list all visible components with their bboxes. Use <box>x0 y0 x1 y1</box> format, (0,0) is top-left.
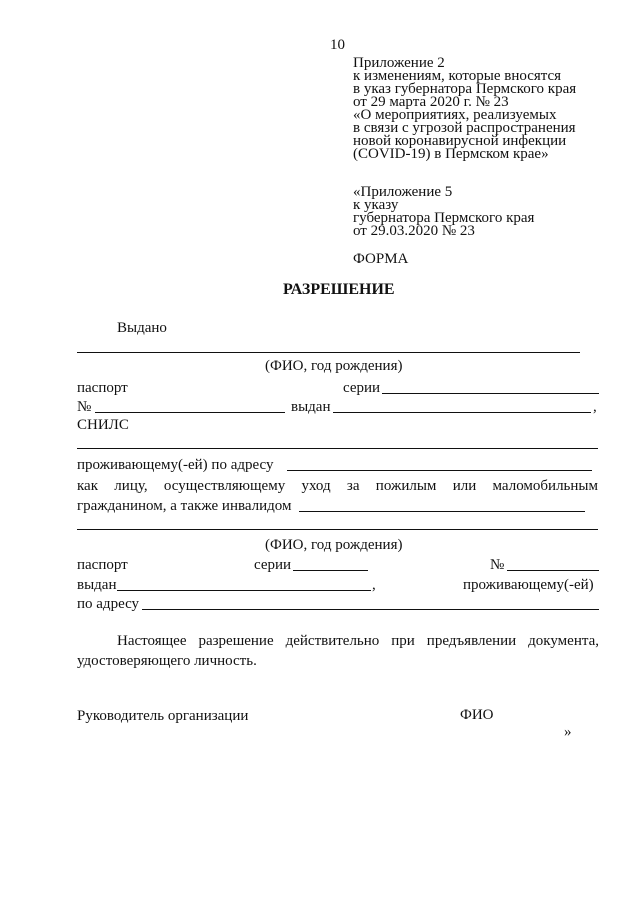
fio-field-line-2[interactable] <box>77 529 598 530</box>
fio-field-line-1[interactable] <box>77 352 580 353</box>
caregiver-text-line-1: как лицу, осуществляющему уход за пожилым или маломобильным <box>77 478 598 494</box>
appendix-header-line: в связи с угрозой распространения <box>353 120 576 136</box>
passport-label: паспорт <box>77 380 128 396</box>
issued-by-field-line-2[interactable] <box>117 590 371 591</box>
number-label-2: № <box>490 557 505 573</box>
appendix-header-line: новой коронавирусной инфекции <box>353 133 567 149</box>
fio-caption-2: (ФИО, год рождения) <box>265 537 403 553</box>
appendix-header-line: к изменениям, которые вносятся <box>353 68 562 84</box>
number-label: № <box>77 399 92 415</box>
issued-by-label-2: выдан <box>77 577 117 593</box>
series-field-line-2[interactable] <box>293 570 368 571</box>
comma-separator: , <box>593 399 597 415</box>
page-number: 10 <box>330 37 345 53</box>
passport-label-2: паспорт <box>77 557 128 573</box>
snils-field-line[interactable] <box>77 448 598 449</box>
address-field-line-2[interactable] <box>142 609 599 610</box>
residing-label: проживающему(-ей) по адресу <box>77 457 274 473</box>
disabled-person-field-line[interactable] <box>299 511 585 512</box>
fio-caption-1: (ФИО, год рождения) <box>265 358 403 374</box>
appendix5-header-line: «Приложение 5 <box>353 184 453 200</box>
appendix5-header-line: губернатора Пермского края <box>353 210 535 226</box>
appendix5-header-line: от 29.03.2020 № 23 <box>353 223 475 239</box>
series-label-2: серии <box>254 557 292 573</box>
form-label: ФОРМА <box>353 251 409 267</box>
appendix5-header-line: к указу <box>353 197 399 213</box>
document-title: РАЗРЕШЕНИЕ <box>283 281 395 298</box>
number-field-line-1[interactable] <box>95 412 285 413</box>
number-field-line-2[interactable] <box>507 570 599 571</box>
issued-label: Выдано <box>117 320 167 336</box>
series-label: серии <box>343 380 381 396</box>
validity-text-line-2: удостоверяющего личность. <box>77 653 257 669</box>
closing-quote: » <box>564 724 572 740</box>
appendix-header-line: от 29 марта 2020 г. № 23 <box>353 94 509 110</box>
address-label-2: по адресу <box>77 596 140 612</box>
issued-by-label: выдан <box>291 399 331 415</box>
fio-signature-label: ФИО <box>460 707 494 723</box>
validity-text-line-1: Настоящее разрешение действительно при предъявлении документа, <box>117 633 599 649</box>
snils-label: СНИЛС <box>77 417 129 433</box>
residing-label-2: проживающему(-ей) <box>463 577 594 593</box>
comma-separator-2: , <box>372 577 376 593</box>
appendix-header-line: «О мероприятиях, реализуемых <box>353 107 557 123</box>
issued-by-field-line-1[interactable] <box>333 412 591 413</box>
appendix-header-line: в указ губернатора Пермского края <box>353 81 577 97</box>
appendix-header-line: (COVID-19) в Пермском крае» <box>353 146 549 162</box>
appendix-header-line: Приложение 2 <box>353 55 445 71</box>
series-field-line-1[interactable] <box>382 393 599 394</box>
head-of-organization-label: Руководитель организации <box>77 708 249 724</box>
address-field-line-1[interactable] <box>287 470 592 471</box>
caregiver-text-line-2: гражданином, а также инвалидом <box>77 498 292 514</box>
